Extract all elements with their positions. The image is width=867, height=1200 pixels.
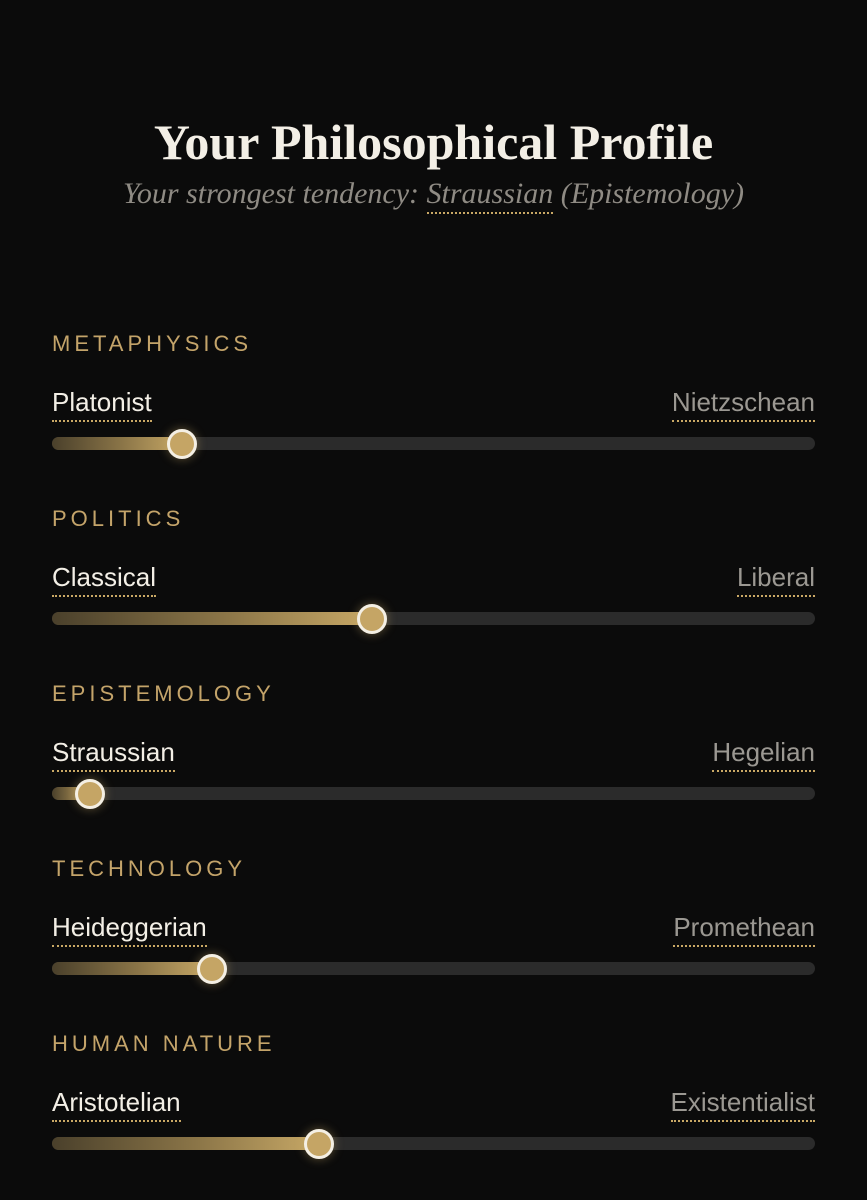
slider-fill [52, 1137, 319, 1150]
axis-right-pole[interactable]: Nietzschean [672, 386, 815, 422]
axis-metaphysics [52, 329, 815, 504]
axis-left-pole[interactable]: Aristotelian [52, 1086, 181, 1122]
strongest-tendency-subtitle [0, 174, 867, 214]
axis-category-label: EPISTEMOLOGY [52, 681, 275, 706]
subtitle-suffix: (Epistemology) [553, 177, 745, 210]
axis-epistemology [52, 679, 815, 854]
axis-category-label: POLITICS [52, 506, 185, 531]
slider-fill [52, 962, 212, 975]
slider-track[interactable] [52, 787, 815, 800]
subtitle-prefix: Your strongest tendency: [122, 177, 427, 210]
axis-right-pole[interactable]: Existentialist [671, 1086, 816, 1122]
axis-right-pole[interactable]: Hegelian [712, 736, 815, 772]
slider-thumb[interactable] [304, 1129, 334, 1159]
axis-left-pole[interactable]: Heideggerian [52, 911, 207, 947]
axis-category-label: METAPHYSICS [52, 331, 253, 356]
axis-category-label: HUMAN NATURE [52, 1031, 276, 1056]
axis-politics [52, 504, 815, 679]
slider-track[interactable] [52, 437, 815, 450]
slider-track[interactable] [52, 612, 815, 625]
axis-right-pole[interactable]: Promethean [673, 911, 815, 947]
axis-left-pole[interactable]: Platonist [52, 386, 152, 422]
axis-technology [52, 854, 815, 1029]
slider-track[interactable] [52, 962, 815, 975]
philosophy-axes [52, 329, 815, 1200]
slider-fill [52, 612, 372, 625]
slider-thumb[interactable] [357, 604, 387, 634]
page-title: Your Philosophical Profile [153, 113, 714, 170]
slider-thumb[interactable] [197, 954, 227, 984]
slider-thumb[interactable] [167, 429, 197, 459]
strongest-tendency-term[interactable]: Straussian [427, 177, 554, 214]
axis-right-pole[interactable]: Liberal [737, 561, 815, 597]
axis-human-nature [52, 1029, 815, 1200]
slider-track[interactable] [52, 1137, 815, 1150]
slider-fill [52, 437, 182, 450]
axis-left-pole[interactable]: Straussian [52, 736, 175, 772]
axis-left-pole[interactable]: Classical [52, 561, 156, 597]
axis-category-label: TECHNOLOGY [52, 856, 247, 881]
slider-thumb[interactable] [75, 779, 105, 809]
